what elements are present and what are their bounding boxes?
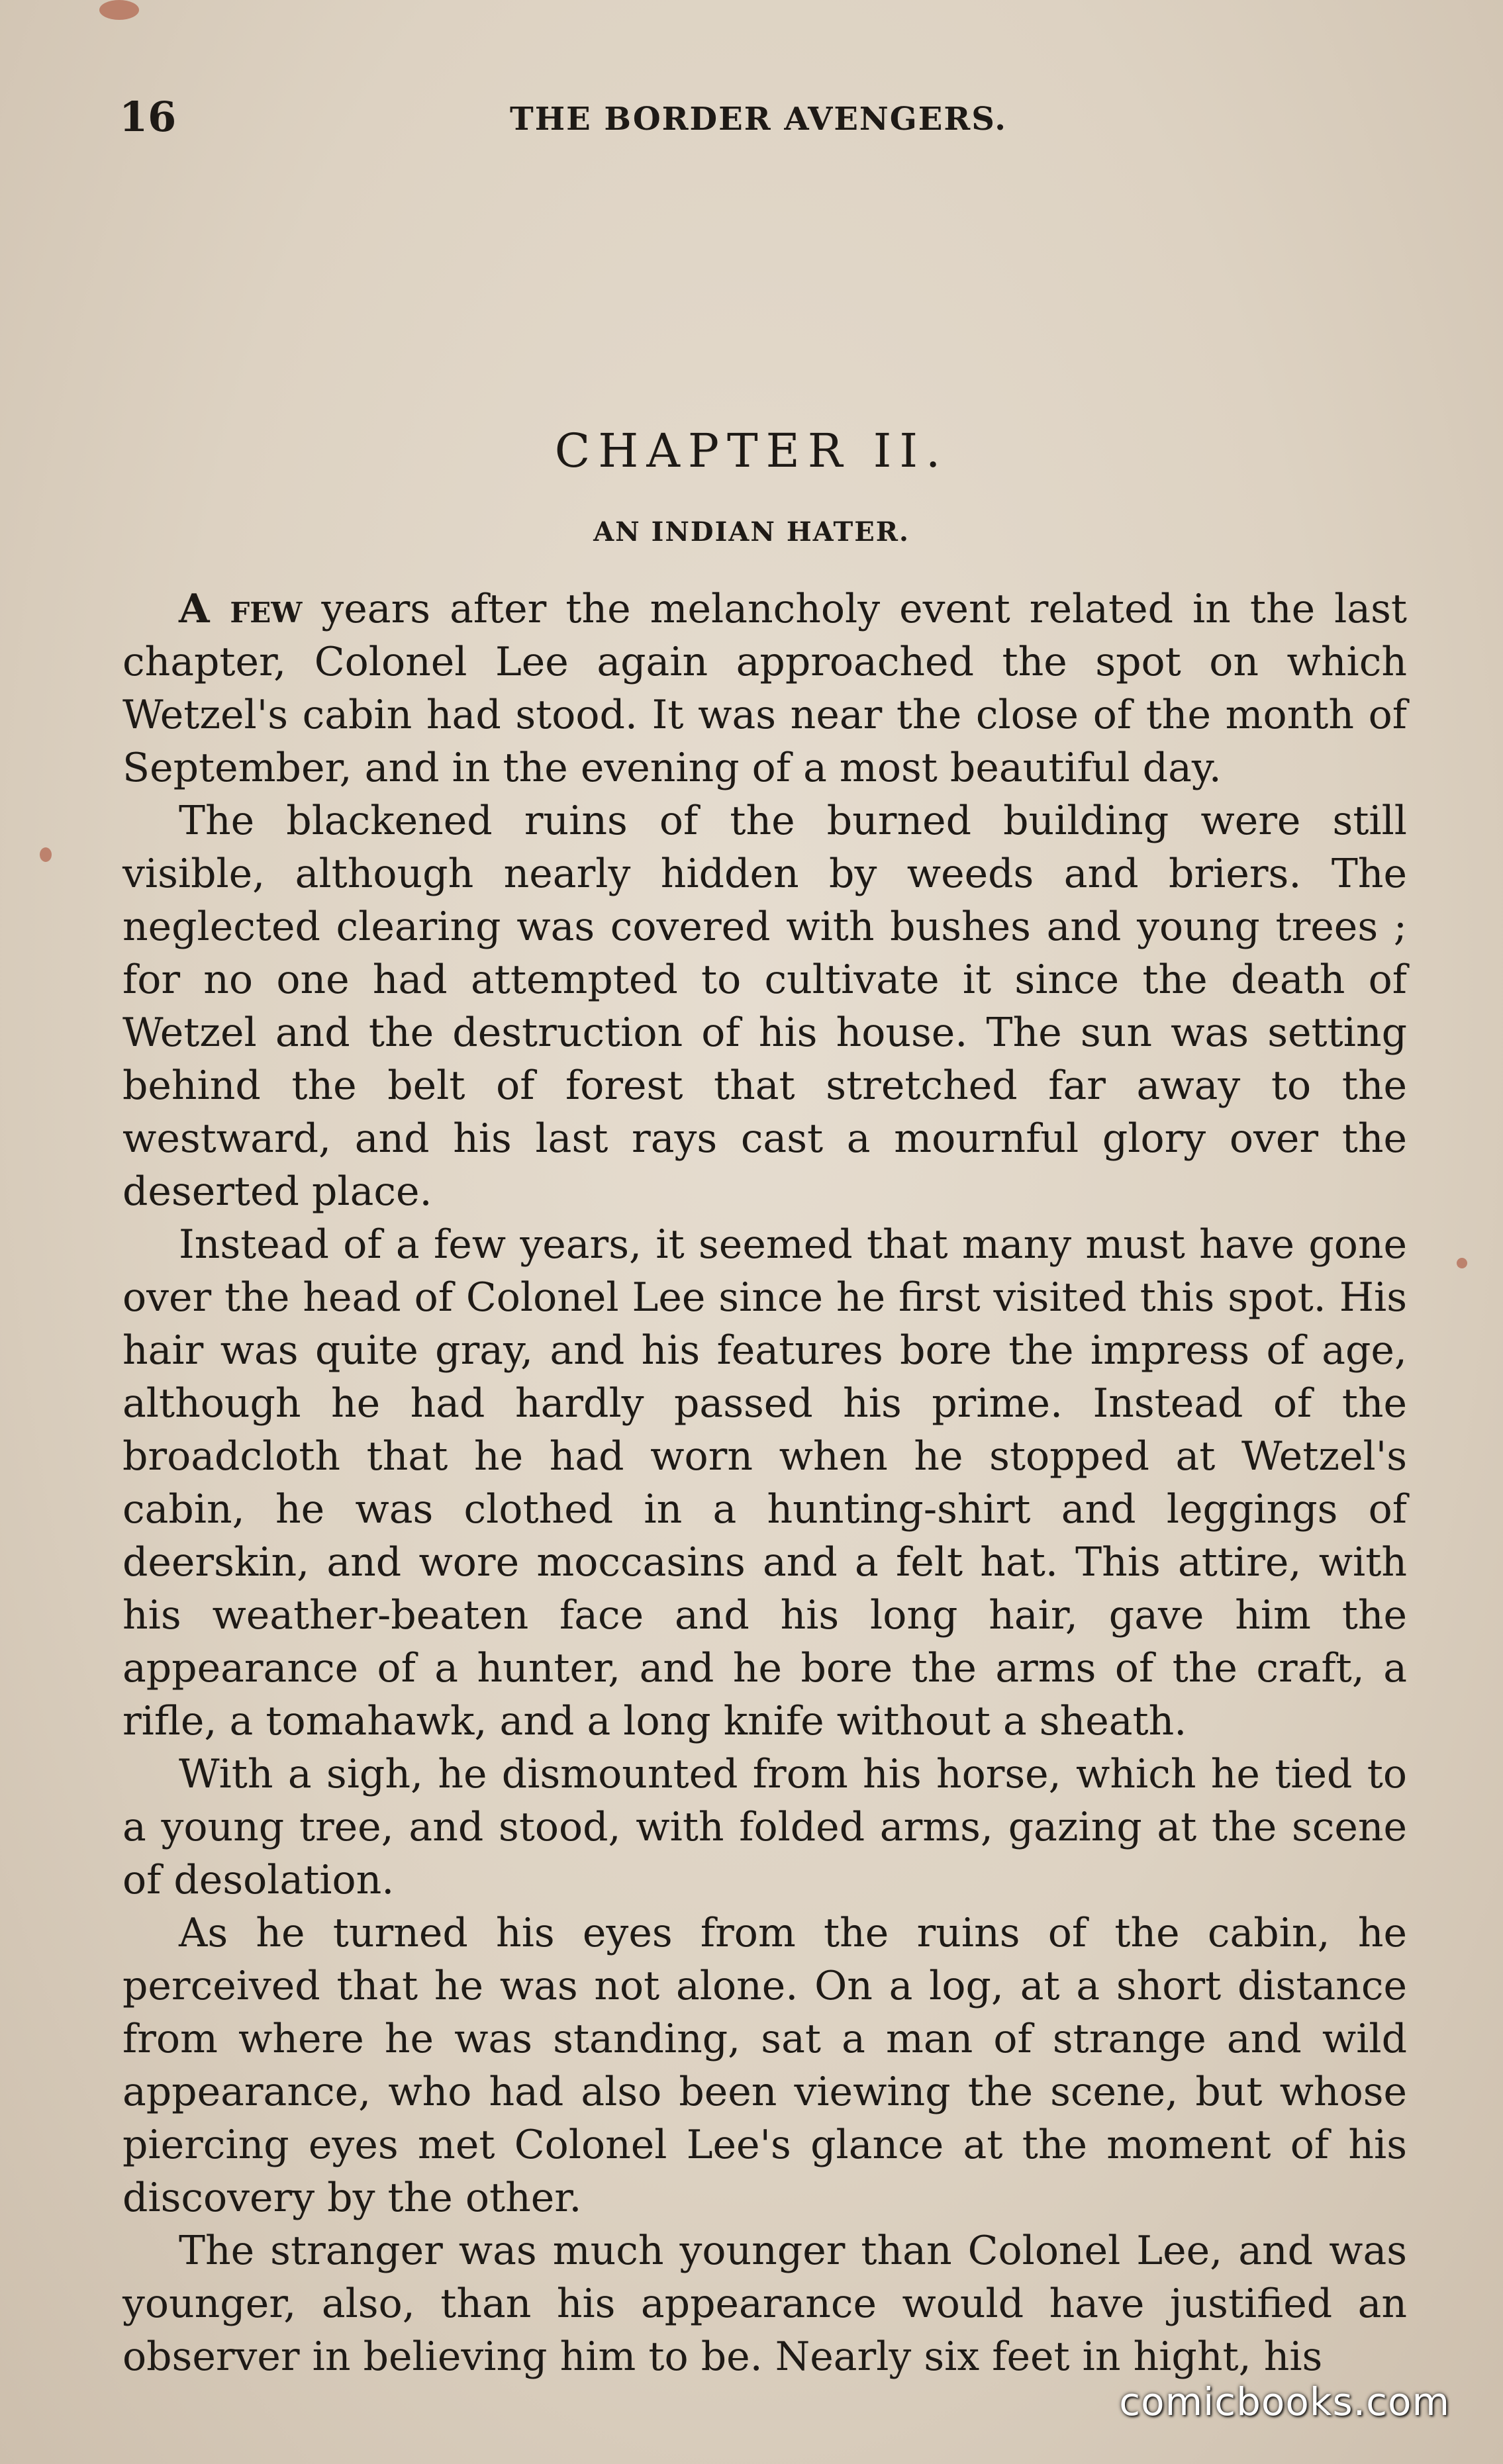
paragraph — [122, 583, 1407, 794]
paragraph — [122, 1218, 1407, 1748]
paragraph — [122, 1748, 1407, 1907]
page-number: 16 — [119, 93, 177, 141]
chapter-heading: CHAPTER II. — [554, 424, 949, 478]
paragraph-text: Instead of a few years, it seemed that many must have gone over the head of Colonel Lee since he first visited this spot. His hair was quite gray, and his features bore the impress of age, although he had hardly passed his prime. Instead of the broadcloth that he had worn when he stopped at Wetzel's cabin, he was clothed in a hunting-shirt and leggings of deerskin, and wore moccasins and a felt hat. This attire, with his weather-beaten face and his long hair, gave him the appearance of a hunter, and he bore the arms of the craft, a rifle, a tomahawk, and a long knife without a sheath. — [122, 1221, 1407, 1744]
running-title: THE BORDER AVENGERS. — [510, 101, 1007, 138]
paragraph — [122, 1907, 1407, 2224]
paragraph-text: years after the melancholy event related in the last chapter, Colonel Lee again approached the spot on which Wetzel's cabin had stood. It was near the close of the month of September, and in the evening of a most beautiful day. — [122, 586, 1407, 791]
watermark: comicbooks.com — [1119, 2379, 1450, 2424]
ink-stain — [99, 0, 139, 20]
paragraph-text: As he turned his eyes from the ruins of the cabin, he perceived that he was not alone. On a log, at a short distance from where he was standing, sat a man of strange and wild appearance, who had also been viewing the scene, but whose piercing eyes met Colonel Lee's glance at the moment of his discovery by the other. — [122, 1910, 1407, 2221]
paragraph-text: With a sigh, he dismounted from his horse, which he tied to a young tree, and stood, with folded arms, gazing at the scene of desolation. — [122, 1751, 1407, 1903]
ink-stain — [40, 847, 52, 862]
paragraph-text: The stranger was much younger than Colonel Lee, and was younger, also, than his appearance would have justified an observer in believing him to be. Nearly six feet in hight, his — [122, 2228, 1407, 2380]
paragraph-lead: A few — [179, 586, 303, 632]
ink-stain — [1457, 1258, 1467, 1268]
body-text — [122, 583, 1407, 2383]
chapter-subtitle: AN INDIAN HATER. — [593, 516, 910, 547]
paragraph-text: The blackened ruins of the burned building were still visible, although nearly hidden by weeds and briers. The neglected clearing was covered with bushes and young trees ; for no one had attempted to cultivate it since the death of Wetzel and the destruction of his house. The sun was setting behind the belt of forest that stretched far away to the westward, and his last rays cast a mournful glory over the deserted place. — [122, 798, 1407, 1215]
running-head — [119, 93, 1404, 152]
paragraph — [122, 794, 1407, 1218]
paragraph — [122, 2224, 1407, 2383]
